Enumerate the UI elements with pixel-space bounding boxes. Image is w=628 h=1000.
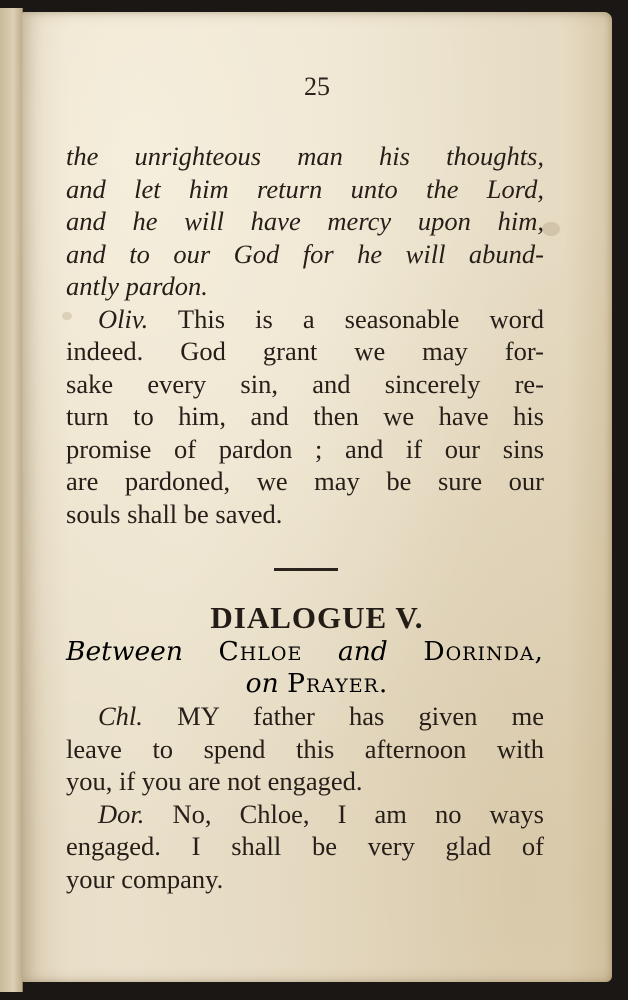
speech-text: This is a seasonable word bbox=[177, 303, 544, 334]
passage-line: antly pardon. bbox=[66, 271, 208, 301]
speaker-chl: Chl. bbox=[98, 701, 143, 731]
book-page bbox=[22, 12, 612, 982]
and-word: and bbox=[337, 636, 388, 667]
character-name-chloe: Chloe bbox=[218, 636, 303, 667]
between-word: Between bbox=[66, 636, 183, 667]
speech-line: indeed. God grant we may for- bbox=[66, 336, 544, 366]
dialogue-title: DIALOGUE V. bbox=[210, 600, 424, 635]
speech-line: engaged. I shall be very glad of bbox=[66, 831, 544, 861]
section-divider bbox=[274, 568, 338, 571]
speech-line: sake every sin, and sincerely re- bbox=[66, 368, 544, 399]
speech-line: you, if you are not engaged. bbox=[66, 766, 363, 796]
speech-line: souls shall be saved. bbox=[66, 498, 283, 529]
speech-line: leave to spend this afternoon with bbox=[66, 733, 544, 764]
passage-line: and let him return unto the Lord, bbox=[66, 173, 544, 204]
oliv-speech-first-line bbox=[66, 303, 544, 336]
facing-page-edge bbox=[0, 8, 23, 992]
dialogue-topic: Prayer. bbox=[287, 668, 389, 699]
scripture-passage bbox=[66, 140, 544, 530]
passage-line: and he will have mercy upon him, bbox=[66, 206, 544, 236]
passage-line: and to our God for he will abund- bbox=[66, 238, 544, 269]
speech-line: promise of pardon ; and if our sins bbox=[66, 433, 544, 464]
on-word: on bbox=[245, 668, 279, 699]
character-name-dorinda: Dorinda, bbox=[423, 636, 544, 667]
dor-speech-first-line bbox=[66, 798, 544, 831]
chl-speech-first-line bbox=[66, 700, 544, 733]
page-stain bbox=[542, 222, 560, 236]
speech-line: turn to him, and then we have his bbox=[66, 401, 544, 431]
dialogue-topic-line bbox=[22, 668, 612, 701]
speech-text: No, Chloe, I am no ways bbox=[172, 798, 544, 829]
speech-line: are pardoned, we may be sure our bbox=[66, 466, 544, 496]
speaker-dor: Dor. bbox=[98, 798, 145, 829]
speaker-oliv: Oliv. bbox=[98, 303, 149, 334]
dialogue-body bbox=[66, 700, 544, 895]
dialogue-subtitle-line bbox=[66, 636, 544, 669]
speech-text: MY father has given me bbox=[177, 701, 545, 731]
speech-line: your company. bbox=[66, 863, 224, 894]
passage-line: the unrighteous man his thoughts, bbox=[66, 141, 544, 171]
page-number: 25 bbox=[304, 72, 330, 101]
